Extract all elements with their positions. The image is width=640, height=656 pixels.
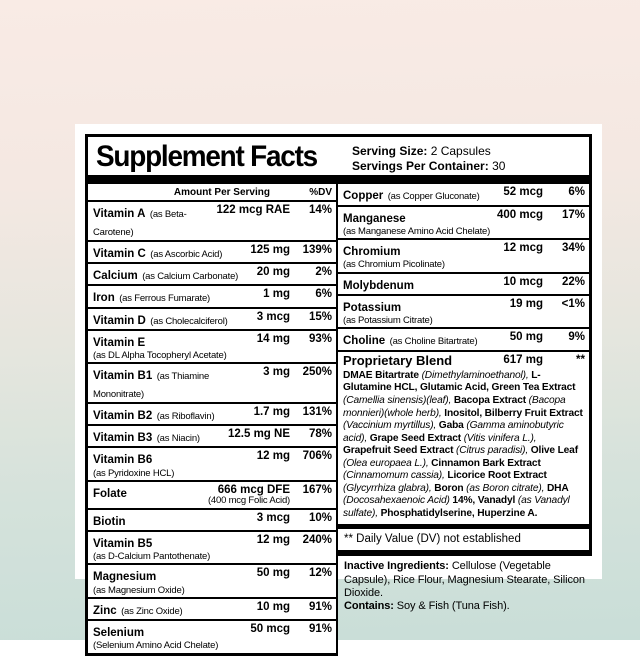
nutrient-name-block xyxy=(343,276,499,293)
nutrient-source: (as Thiamine Mononitrate) xyxy=(93,371,210,400)
nutrient-amount: 3 mg xyxy=(263,366,290,379)
nutrient-source: (as Potassium Citrate) xyxy=(343,315,433,327)
serving-size-label: Serving Size: xyxy=(352,144,428,158)
nutrient-source: (as Ascorbic Acid) xyxy=(150,248,223,260)
nutrient-amount: 50 mg xyxy=(256,567,290,580)
blend-dv-symbol: ** xyxy=(576,353,585,366)
nutrient-name: Manganese xyxy=(343,212,406,225)
nutrient-name-block xyxy=(93,244,246,261)
nutrient-row xyxy=(88,264,336,286)
daily-value-note: ** Daily Value (DV) not established xyxy=(344,533,521,546)
nutrient-dv: 167% xyxy=(302,483,332,496)
nutrient-row xyxy=(338,329,589,351)
nutrient-name: Vitamin B3 xyxy=(93,432,153,445)
nutrient-row xyxy=(88,565,336,599)
nutrient-name: Vitamin B5 xyxy=(93,537,153,550)
nutrient-name-block xyxy=(93,406,250,423)
servings-per-container-label: Servings Per Container: xyxy=(352,158,489,173)
blend-ingredient: Licorice Root Extract xyxy=(444,470,547,482)
nutrient-name: Vitamin E xyxy=(93,336,146,349)
nutrient-name: Copper xyxy=(343,190,384,203)
nutrient-name: Vitamin A xyxy=(93,208,146,221)
serving-size-value: 2 Capsules xyxy=(430,144,491,158)
nutrient-name-block xyxy=(93,623,246,652)
blend-latin-name: (Cinnamomum cassia), xyxy=(343,470,445,482)
blend-ingredient: Olive Leaf xyxy=(528,445,578,457)
nutrient-dv: 93% xyxy=(308,332,332,345)
nutrient-dv: 9% xyxy=(568,331,585,344)
blend-latin-name: (Dimethylaminoethanol), xyxy=(421,369,529,381)
blend-ingredient: DMAE Bitartrate xyxy=(343,369,422,381)
blend-latin-name: (Camellia sinensis)(leaf), xyxy=(343,394,452,406)
nutrient-name: Magnesium xyxy=(93,571,157,584)
header-separator-bar xyxy=(85,175,592,184)
nutrient-name-block xyxy=(93,311,253,328)
nutrient-dv: 91% xyxy=(308,623,332,636)
blend-latin-name: (Glycyrrhiza glabra), xyxy=(343,482,432,494)
serving-info xyxy=(348,141,581,173)
nutrient-name: Vitamin C xyxy=(93,247,146,260)
nutrient-source: (as Manganese Amino Acid Chelate) xyxy=(343,225,491,237)
nutrient-row xyxy=(88,482,336,510)
nutrient-name-block xyxy=(343,242,499,271)
nutrient-amount: 1.7 mg xyxy=(253,405,290,418)
blend-ingredients-text xyxy=(343,370,585,521)
nutrient-name: Choline xyxy=(343,335,386,348)
nutrient-row xyxy=(88,202,336,242)
blend-ingredient: Bacopa Extract xyxy=(451,394,529,406)
nutrient-name: Vitamin B1 xyxy=(93,370,153,383)
nutrient-dv: 17% xyxy=(561,208,585,221)
left-column xyxy=(85,184,338,655)
nutrient-row xyxy=(88,448,336,482)
inactive-ingredients-section xyxy=(338,556,592,614)
column-header xyxy=(88,184,336,202)
nutrient-amount: 125 mg xyxy=(250,243,290,256)
nutrient-name: Folate xyxy=(93,487,127,500)
facts-panel xyxy=(85,134,592,656)
nutrient-name-block xyxy=(343,209,493,238)
nutrient-source: (as Pyridoxine HCL) xyxy=(93,467,175,479)
nutrient-source: (as D-Calcium Pantothenate) xyxy=(93,551,211,563)
servings-per-container-line xyxy=(352,159,581,174)
right-column-box xyxy=(338,184,592,556)
nutrient-name: Vitamin B2 xyxy=(93,409,153,422)
nutrient-source: (as DL Alpha Tocopheryl Acetate) xyxy=(93,350,227,362)
amount-per-serving-header: Amount Per Serving xyxy=(173,187,270,199)
blend-latin-name: (Olea europaea L.), xyxy=(343,457,429,469)
blend-ingredient: Inositol, Bilberry Fruit Extract xyxy=(441,407,583,419)
nutrient-name: Selenium xyxy=(93,627,145,640)
nutrient-dv: 12% xyxy=(308,567,332,580)
nutrient-row xyxy=(338,274,589,296)
blend-latin-name: (Vaccinium myrtillus), xyxy=(343,420,437,432)
proprietary-blend xyxy=(338,352,589,525)
blend-ingredient: L-Glutamine HCL, Glutamic Acid, Green Tea Extract xyxy=(343,369,576,394)
nutrient-name-block xyxy=(93,567,253,596)
inactive-line: Contains: Soy & Fish (Tuna Fish). xyxy=(344,600,510,613)
nutrient-row xyxy=(338,296,589,330)
columns xyxy=(85,184,592,655)
nutrient-source: (as Riboflavin) xyxy=(156,410,215,422)
nutrient-dv: 78% xyxy=(308,428,332,441)
nutrient-name: Zinc xyxy=(93,604,117,617)
inactive-label: Contains: xyxy=(344,600,394,613)
blend-latin-name: (as Vanadyl sulfate), xyxy=(343,495,570,519)
nutrient-dv: 240% xyxy=(302,533,332,546)
nutrient-row xyxy=(338,184,589,206)
supplement-label xyxy=(75,124,602,652)
nutrient-row xyxy=(88,621,336,653)
nutrient-dv: 2% xyxy=(315,266,332,279)
nutrient-name: Vitamin B6 xyxy=(93,454,153,467)
right-rows xyxy=(338,184,589,351)
nutrient-dv: 91% xyxy=(308,600,332,613)
nutrient-name: Vitamin D xyxy=(93,314,146,327)
blend-ingredient: Grape Seed Extract xyxy=(367,432,464,444)
nutrient-row xyxy=(88,309,336,331)
nutrient-row xyxy=(338,207,589,241)
page-title: Supplement Facts xyxy=(96,140,317,173)
nutrient-name-block xyxy=(93,288,259,305)
blend-latin-name: (Bacopa monnieri)(whole herb), xyxy=(343,394,566,419)
nutrient-source: (as Cholecalciferol) xyxy=(150,315,228,327)
nutrient-name-block xyxy=(343,331,506,348)
label-header xyxy=(85,134,592,175)
servings-per-container-value: 30 xyxy=(492,158,506,173)
blend-latin-name: (as Boron citrate), xyxy=(466,482,545,494)
nutrient-source: (as Magnesium Oxide) xyxy=(93,584,185,596)
nutrient-source: (as Calcium Carbonate) xyxy=(142,271,239,283)
blend-ingredient: Grapefruit Seed Extract xyxy=(343,445,457,457)
nutrient-name-block xyxy=(93,333,253,362)
nutrient-name-block xyxy=(93,266,253,283)
nutrient-amount: 14 mg xyxy=(256,332,290,345)
nutrient-amount: 12 mg xyxy=(256,533,290,546)
nutrient-row xyxy=(88,510,336,532)
nutrient-amount: 12 mg xyxy=(256,450,290,463)
nutrient-amount: 52 mcg xyxy=(503,186,543,199)
nutrient-name: Calcium xyxy=(93,270,138,283)
nutrient-row xyxy=(338,240,589,274)
nutrient-dv: 6% xyxy=(568,186,585,199)
right-column xyxy=(338,184,592,613)
nutrient-row xyxy=(88,404,336,426)
blend-ingredient: DHA xyxy=(544,482,569,494)
nutrient-dv: 6% xyxy=(315,288,332,301)
blend-ingredient: Phosphatidylserine, Huperzine A. xyxy=(377,507,538,519)
nutrient-dv: 10% xyxy=(308,511,332,524)
blend-header-row xyxy=(343,354,585,368)
nutrient-amount: 12.5 mg NE xyxy=(228,428,290,441)
nutrient-amount: 50 mg xyxy=(509,331,543,344)
nutrient-name-block xyxy=(93,366,259,401)
nutrient-amount: 12 mcg xyxy=(503,242,543,255)
blend-name: Proprietary Blend xyxy=(343,352,453,368)
nutrient-dv: <1% xyxy=(561,297,585,310)
nutrient-source: (as Chromium Picolinate) xyxy=(343,259,445,271)
nutrient-name-block xyxy=(93,450,253,479)
blend-ingredient: Cinnamon Bark Extract xyxy=(428,457,541,469)
nutrient-row xyxy=(88,286,336,308)
blend-latin-name: (Gamma aminobutyric acid), xyxy=(343,420,564,444)
serving-size-line xyxy=(352,144,581,159)
nutrient-dv: 15% xyxy=(308,310,332,323)
blend-latin-name: (Vitis vinifera L.), xyxy=(463,432,537,444)
nutrient-name-block xyxy=(93,204,212,239)
nutrient-amount: 3 mcg xyxy=(256,310,290,323)
nutrient-source: (as Niacin) xyxy=(156,433,200,445)
nutrient-amount: 666 mcg DFE (400 mcg Folic Acid) xyxy=(207,483,290,507)
nutrient-amount-detail: (400 mcg Folic Acid) xyxy=(207,495,290,507)
nutrient-amount: 19 mg xyxy=(509,297,543,310)
nutrient-name-block xyxy=(93,534,253,563)
nutrient-dv: 22% xyxy=(561,275,585,288)
nutrient-amount: 3 mcg xyxy=(256,511,290,524)
nutrient-name: Chromium xyxy=(343,246,401,259)
left-rows xyxy=(88,202,336,652)
blend-latin-name: (Docosahexaenoic Acid) xyxy=(343,495,450,507)
nutrient-name-block xyxy=(343,186,499,203)
percent-dv-header: %DV xyxy=(309,187,332,199)
nutrient-row xyxy=(88,364,336,404)
nutrient-source: (Selenium Amino Acid Chelate) xyxy=(93,640,219,652)
inactive-line: Inactive Ingredients: Cellulose (Vegetable Capsule), Rice Flour, Magnesium Stearate, Silicon Dioxide. xyxy=(344,560,585,599)
inactive-label: Inactive Ingredients: xyxy=(344,560,449,573)
nutrient-amount: 10 mg xyxy=(256,600,290,613)
nutrient-source: (as Zinc Oxide) xyxy=(121,605,183,617)
nutrient-name-block xyxy=(343,298,506,327)
nutrient-source: (as Ferrous Fumarate) xyxy=(119,293,211,305)
nutrient-amount: 20 mg xyxy=(256,266,290,279)
blend-latin-name: (Citrus paradisi), xyxy=(456,445,529,457)
nutrient-source: (as Beta-Carotene) xyxy=(93,209,187,238)
nutrient-name: Biotin xyxy=(93,515,126,528)
nutrient-row xyxy=(88,331,336,365)
nutrient-name-block xyxy=(93,601,253,618)
nutrient-source: (as Choline Bitartrate) xyxy=(389,336,478,348)
nutrient-source: (as Copper Gluconate) xyxy=(387,191,480,203)
nutrient-dv: 139% xyxy=(302,243,332,256)
nutrient-name-block xyxy=(93,428,224,445)
nutrient-name: Iron xyxy=(93,292,115,305)
nutrient-amount: 400 mcg xyxy=(496,208,543,221)
nutrient-row xyxy=(88,532,336,566)
nutrient-amount: 1 mg xyxy=(263,288,290,301)
nutrient-row xyxy=(88,426,336,448)
nutrient-name-block xyxy=(93,512,253,529)
title-wrap xyxy=(96,141,348,173)
nutrient-amount: 10 mcg xyxy=(503,275,543,288)
nutrient-name: Potassium xyxy=(343,301,402,314)
nutrient-dv: 706% xyxy=(302,450,332,463)
nutrient-dv: 14% xyxy=(308,204,332,217)
nutrient-dv: 34% xyxy=(561,242,585,255)
nutrient-amount: 122 mcg RAE xyxy=(216,204,290,217)
nutrient-row xyxy=(88,242,336,264)
nutrient-dv: 250% xyxy=(302,366,332,379)
nutrient-dv: 131% xyxy=(302,405,332,418)
blend-ingredient: Gaba xyxy=(436,420,467,432)
nutrient-name: Molybdenum xyxy=(343,279,414,292)
nutrient-name-block xyxy=(93,484,204,501)
blend-ingredient: Boron xyxy=(431,482,467,494)
blend-amount: 617 mg xyxy=(503,353,543,366)
nutrient-amount: 50 mcg xyxy=(250,623,290,636)
blend-ingredient: 14%, Vanadyl xyxy=(449,495,518,507)
nutrient-row xyxy=(88,599,336,621)
